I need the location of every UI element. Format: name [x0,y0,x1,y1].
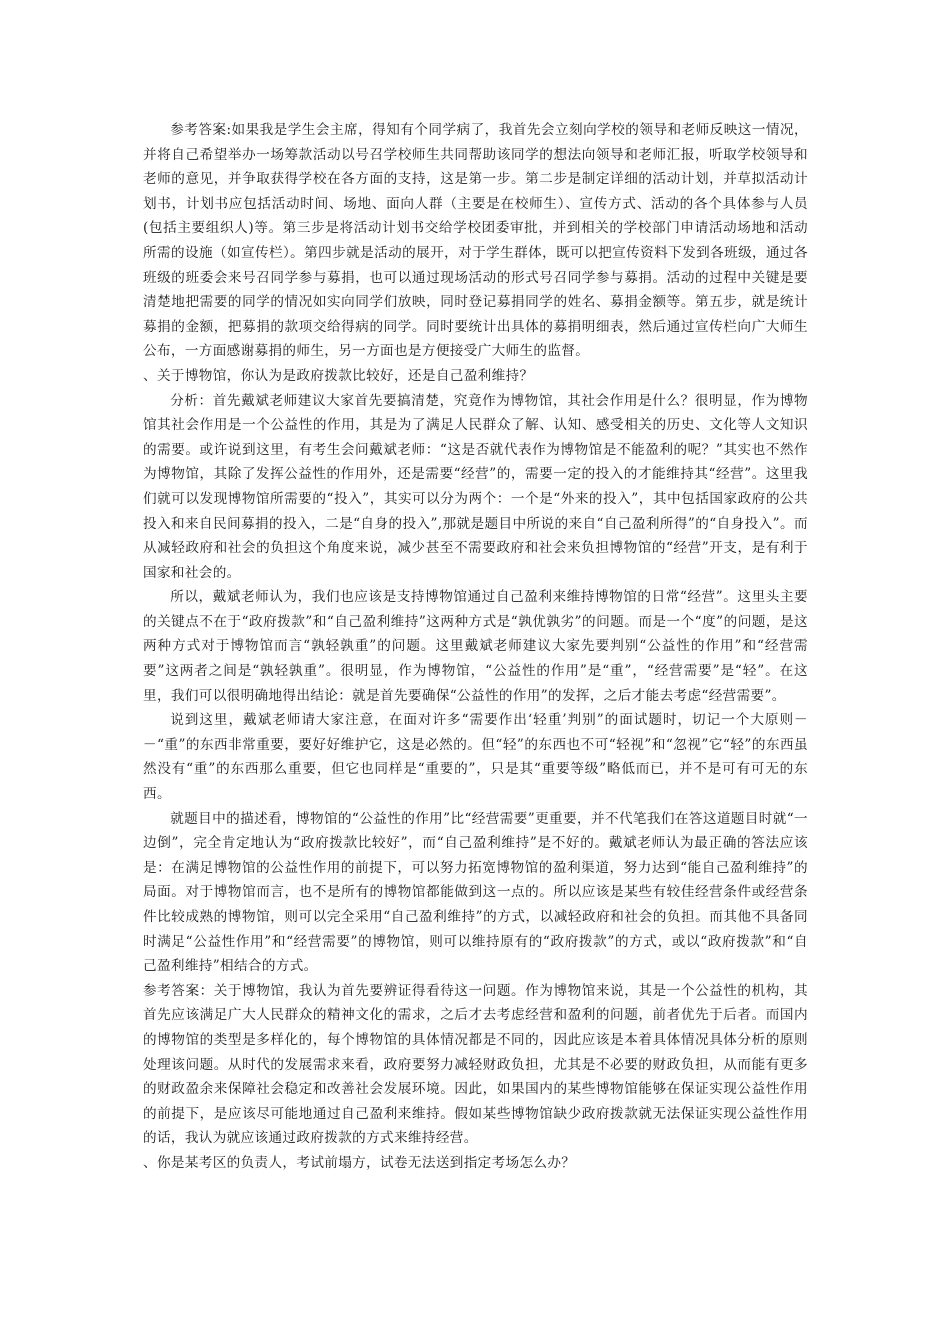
question-exam: 、你是某考区的负责人，考试前塌方，试卷无法送到指定考场怎么办？ [143,1154,576,1171]
answer-paragraph-1: 参考答案:如果我是学生会主席，得知有个同学病了，我首先会立刻向学校的领导和老师反映这一情况，并将自己希望举办一场筹款活动以号召学校师生共同帮助该同学的想法向领导和老师汇报，听取学校领导和老师的意见，并争取获得学校在各方面的支持，这是第一步。第二步是制定详细的活动计划，并草拟活动计划书，计划书应包括活动时间、场地、面向人群（主要是在校师生）、宣传方式、活动的各个具体参与人员(包括主要组织人)等。第三步是将活动计划书交给学校团委审批，并到相关的学校部门申请活动场地和活动所需的设施（如宣传栏）。第四步就是活动的展开，对于学生群体，既可以把宣传资料下发到各班级，通过各班级的班委会来号召同学参与募捐，也可以通过现场活动的形式号召同学参与募捐。活动的过程中关键是要清楚地把需要的同学的情况如实向同学们放映，同时登记募捐同学的姓名、募捐金额等。第五步，就是统计募捐的金额，把募捐的款项交给得病的同学。同时要统计出具体的募捐明细表，然后通过宣传栏向广大师生公布，一方面感谢募捐的师生，另一方面也是方便接受广大师生的监督。 [143,122,808,360]
answer-paragraph-2: 参考答案：关于博物馆，我认为首先要辨证得看待这一问题。作为博物馆来说，其是一个公益性的机构，其首先应该满足广大人民群众的精神文化的需求，之后才去考虑经营和盈利的问题，前者优先于后者。而国内的博物馆的类型是多样化的，每个博物馆的具体情况都是不同的，因此应该是本着具体情况具体分析的原则处理该问题。从时代的发展需求来看，政府要努力减轻财政负担，尤其是不必要的财政负担，从而能有更多的财政盈余来保障社会稳定和改善社会发展环境。因此，如果国内的某些博物馆能够在保证实现公益性作用的前提下，是应该尽可能地通过自己盈利来维持。假如某些博物馆缺少政府拨款就无法保证实现公益性作用的话，我认为就应该通过政府拨款的方式来维持经营。 [143,982,808,1147]
analysis-paragraph-2: 所以，戴斌老师认为，我们也应该是支持博物馆通过自己盈利来维持博物馆的日常“经营”。这里头主要的关键点不在于“政府拨款”和“自己盈利维持”这两种方式是“孰优孰劣”的问题。而是一个“度”的问题，是这两种方式对于博物馆而言“孰轻孰重”的问题。这里戴斌老师建议大家先要判别“公益性的作用”和“经营需要”这两者之间是“孰轻孰重”。很明显，作为博物馆，“公益性的作用”是“重”，“经营需要”是“轻”。在这里，我们可以很明确地得出结论：就是首先要确保“公益性的作用”的发挥，之后才能去考虑“经营需要”。 [143,589,808,704]
analysis-paragraph-4: 就题目中的描述看，博物馆的“公益性的作用”比“经营需要”更重要，并不代笔我们在答这道题目时就“一边倒”，完全肯定地认为“政府拨款比较好”，而“自己盈利维持”是不好的。戴斌老师认为最正确的答法应该是：在满足博物馆的公益性作用的前提下，可以努力拓宽博物馆的盈利渠道，努力达到“能自己盈利维持”的局面。对于博物馆而言，也不是所有的博物馆都能做到这一点的。所以应该是某些有较佳经营条件或经营条件比较成熟的博物馆，则可以完全采用“自己盈利维持”的方式，以减轻政府和社会的负担。而其他不具备同时满足“公益性作用”和“经营需要”的博物馆，则可以维持原有的“政府拨款”的方式，或以“政府拨款”和“自己盈利维持”相结合的方式。 [143,810,808,975]
question-museum: 、关于博物馆，你认为是政府拨款比较好，还是自己盈利维持？ [143,367,534,384]
analysis-paragraph-1: 分析：首先戴斌老师建议大家首先要搞清楚，究竟作为博物馆，其社会作用是什么？很明显，作为博物馆其社会作用是一个公益性的作用，其是为了满足人民群众了解、认知、感受相关的历史、文化等人文知识的需要。或许说到这里，有考生会问戴斌老师：“这是否就代表作为博物馆是不能盈利的呢？”其实也不然作为博物馆，其除了发挥公益性的作用外，还是需要“经营”的，需要一定的投入的才能维持其“经营”。这里我们就可以发现博物馆所需要的“投入”，其实可以分为两个：一个是“外来的投入”，其中包括国家政府的公共投入和来自民间募捐的投入，二是“自身的投入”,那就是题目中所说的来自“自己盈利所得”的“自身投入”。而从减轻政府和社会的负担这个角度来说，减少甚至不需要政府和社会来负担博物馆的“经营”开支，是有利于国家和社会的。 [143,392,808,581]
analysis-paragraph-3: 说到这里，戴斌老师请大家注意，在面对许多“需要作出‘轻重’判别”的面试题时，切记一个大原则－－“重”的东西非常重要，要好好维护它，这是必然的。但“轻”的东西也不可“轻视”和“忽视”它“轻”的东西虽然没有“重”的东西那么重要，但它也同样是“重要的”，只是其“重要等级”略低而已，并不是可有可无的东西。 [143,712,808,803]
document-body [143,118,808,1176]
